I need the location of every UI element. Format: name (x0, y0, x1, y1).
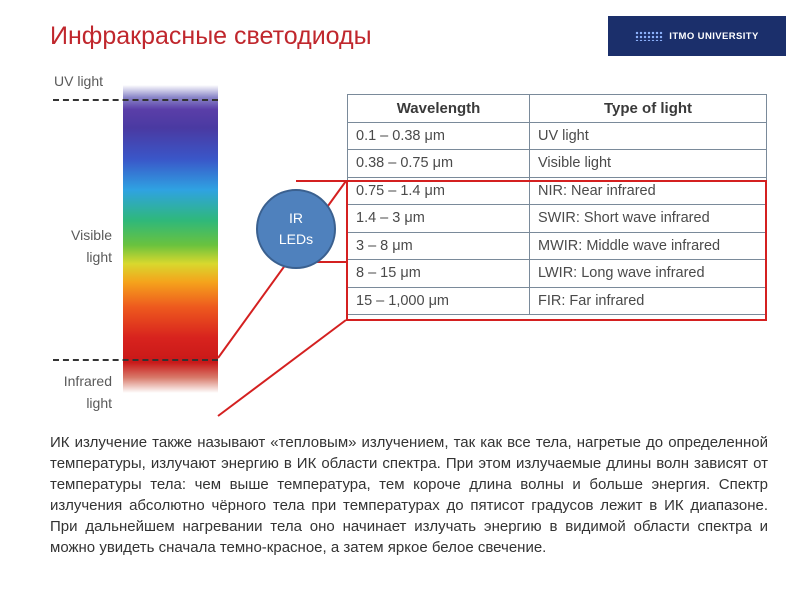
type-cell: MWIR: Middle wave infrared (530, 232, 767, 260)
page-title: Инфракрасные светодиоды (50, 22, 372, 50)
type-cell: Visible light (530, 150, 767, 178)
wavelength-cell: 0.75 – 1.4 μm (348, 177, 530, 205)
infrared-label-line2: light (86, 395, 112, 411)
type-cell: FIR: Far infrared (530, 287, 767, 315)
description-paragraph: ИК излучение также называют «тепловым» излучением, так как все тела, нагретые до определенной температуры, излучают энергию в ИК области спектра. При этом излучаемые длины волн зависят от температуры тела: чем выше температура, тем короче длина волны и больше энергия. Спектр излучения абсолютно чёрного тела при температурах до пятисот градусов лежит в ИК диапазоне. При дальнейшем нагревании тела оно начинает излучать энергию в видимой области спектра и можно увидеть сначала темно-красное, а затем яркое белое свечение. (50, 434, 768, 556)
wavelength-cell: 3 – 8 μm (348, 232, 530, 260)
visible-label-line2: light (86, 249, 112, 265)
type-cell: UV light (530, 122, 767, 150)
wavelength-cell: 15 – 1,000 μm (348, 287, 530, 315)
wavelength-cell: 0.1 – 0.38 μm (348, 122, 530, 150)
wavelength-cell: 1.4 – 3 μm (348, 205, 530, 233)
wavelength-cell: 8 – 15 μm (348, 260, 530, 288)
ir-circle-line2: LEDs (278, 231, 314, 247)
infrared-label-line1: Infrared (63, 373, 112, 389)
type-cell: LWIR: Long wave infrared (530, 260, 767, 288)
ir-leds-circle (256, 189, 336, 269)
header-type-of-light: Type of light (530, 95, 767, 123)
type-cell: NIR: Near infrared (530, 177, 767, 205)
wavelength-cell: 0.38 – 0.75 μm (348, 150, 530, 178)
ir-circle-line1: IR (289, 210, 303, 226)
logo-text: ITMO UNIVERSITY (669, 30, 759, 42)
header-wavelength: Wavelength (348, 95, 530, 123)
uv-light-label: UV light (54, 73, 104, 89)
visible-label-line1: Visible (71, 227, 112, 243)
type-cell: SWIR: Short wave infrared (530, 205, 767, 233)
